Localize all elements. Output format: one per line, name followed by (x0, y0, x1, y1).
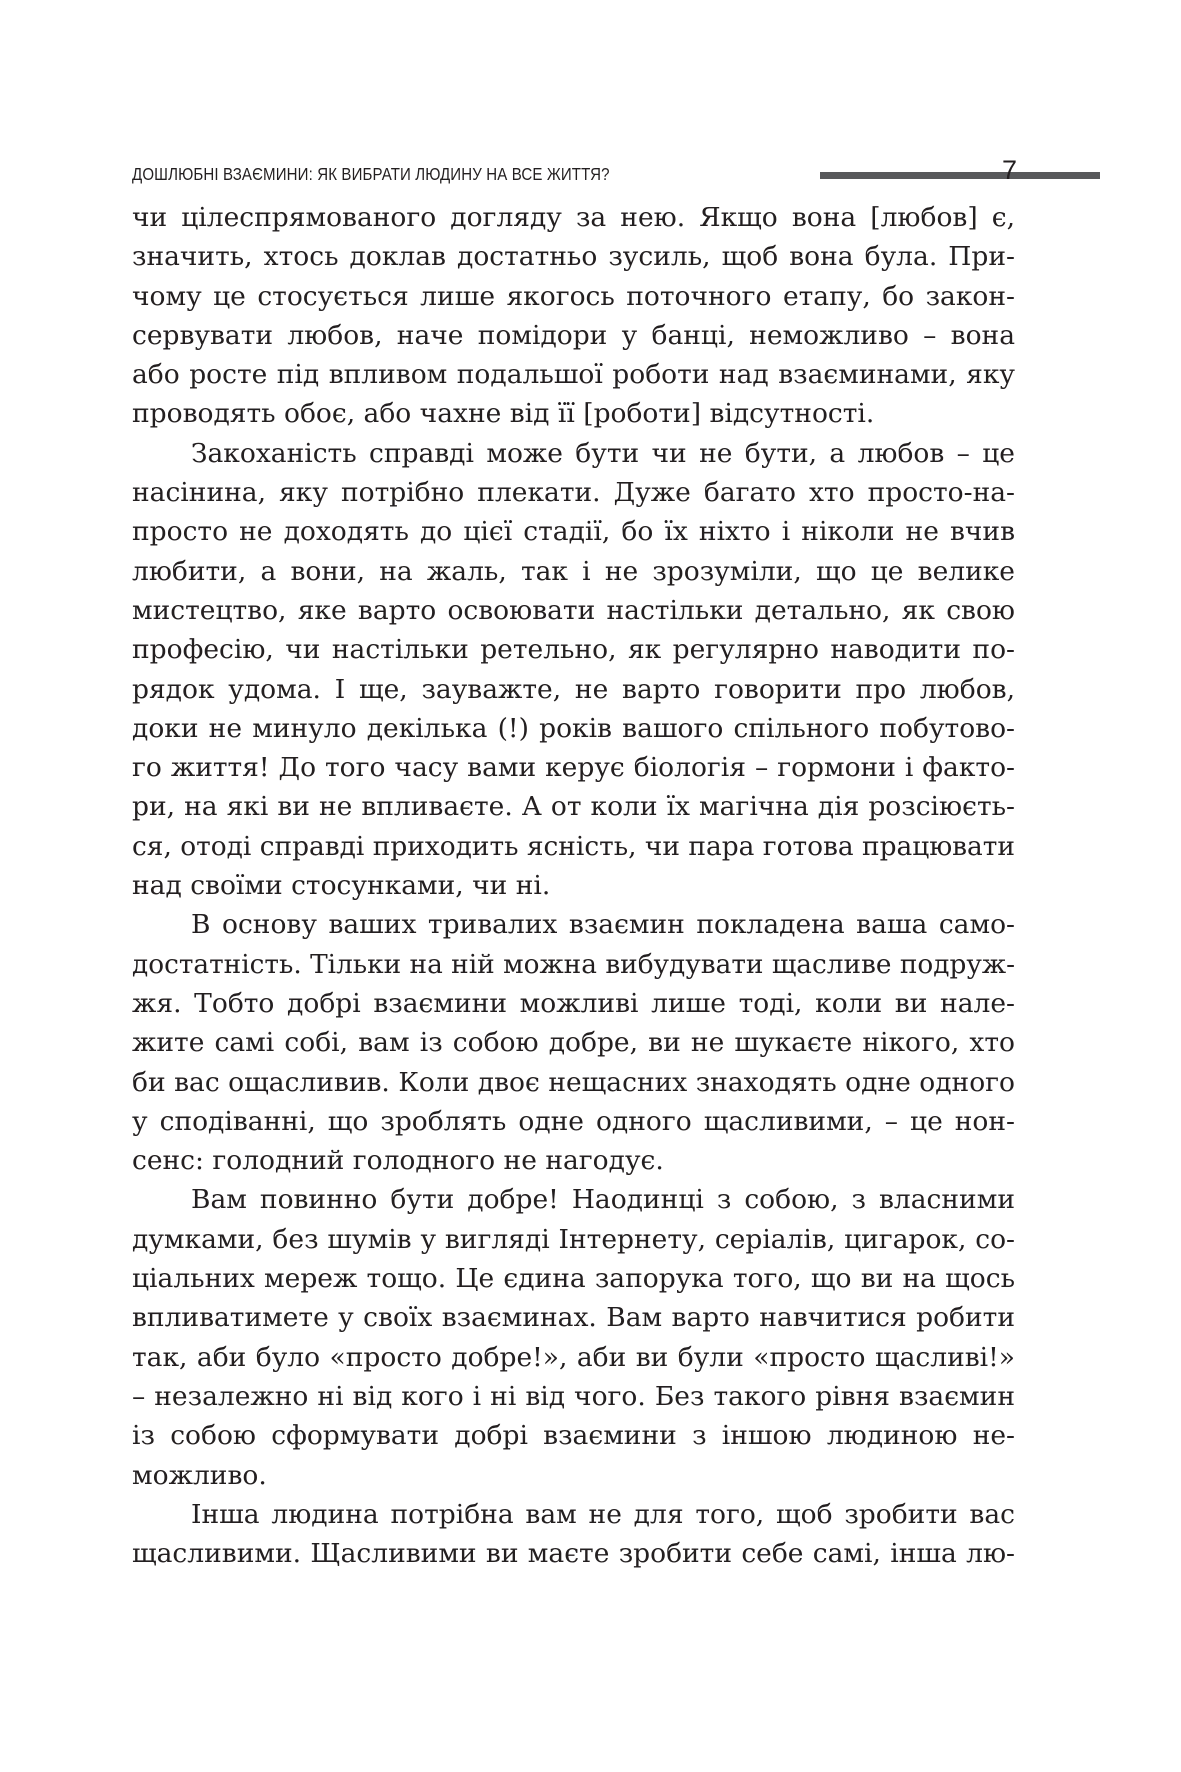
text-line: ри, на які ви не впливаєте. А от коли їх магічна дія розсіюєть- (132, 791, 1015, 823)
running-header-title: ДОШЛЮБНІ ВЗАЄМИНИ: ЯК ВИБРАТИ ЛЮДИНУ НА ВСЕ ЖИТТЯ? (132, 163, 610, 184)
text-line: жя. Тобто добрі взаємини можливі лише тоді, коли ви нале- (132, 987, 1015, 1019)
text-line: сенс: голодний голодного не нагодує. (132, 1145, 664, 1177)
text-line: Вам повинно бути добре! Наодинці з собою, з власними (191, 1184, 1015, 1216)
text-line: просто не доходять до цієї стадії, бо їх ніхто і ніколи не вчив (132, 516, 1015, 548)
running-header (132, 150, 1017, 190)
text-line: ся, отоді справді приходить ясність, чи пара готова працювати (132, 830, 1015, 862)
text-line: щасливими. Щасливими ви маєте зробити себе самі, інша лю- (132, 1538, 1015, 1570)
text-line: доки не минуло декілька (!) років вашого спільного побутово- (132, 712, 1015, 744)
text-line: або росте під впливом подальшої роботи над взаєминами, яку (132, 359, 1015, 391)
text-line: професію, чи настільки ретельно, як регулярно наводити по- (132, 634, 1015, 666)
text-line: – незалежно ні від кого і ні від чого. Без такого рівня взаємин (132, 1380, 1015, 1412)
text-line: насінина, яку потрібно плекати. Дуже багато хто просто-на- (132, 477, 1015, 509)
text-line: ціальних мереж тощо. Це єдина запорука того, що ви на щось (132, 1263, 1015, 1295)
text-line: Закоханість справді може бути чи не бути, а любов – це (191, 437, 1015, 469)
text-line: мистецтво, яке варто освоювати настільки детально, як свою (132, 594, 1015, 626)
text-line: можливо. (132, 1459, 267, 1491)
text-line: сервувати любов, наче помідори у банці, неможливо – вона (132, 319, 1015, 351)
text-line: В основу ваших тривалих взаємин покладена ваша само- (191, 909, 1015, 941)
text-line: би вас ощасливив. Коли двоє нещасних знаходять одне одного (132, 1066, 1015, 1098)
text-line: значить, хтось доклав достатньо зусиль, щоб вона була. При- (132, 241, 1015, 273)
text-line: любити, а вони, на жаль, так і не зрозуміли, що це велике (132, 555, 1015, 587)
text-line: жите самі собі, вам із собою добре, ви не шукаєте нікого, хто (132, 1027, 1015, 1059)
text-line: із собою сформувати добрі взаємини з іншою людиною не- (132, 1420, 1015, 1452)
text-line: у сподіванні, що зроблять одне одного щасливими, – це нон- (132, 1105, 1015, 1137)
text-line: достатність. Тільки на ній можна вибудувати щасливе подруж- (132, 948, 1015, 980)
text-line: думками, без шумів у вигляді Інтернету, серіалів, цигарок, со- (132, 1223, 1015, 1255)
page-number: 7 (1001, 155, 1017, 185)
body-text (132, 198, 1015, 1573)
text-line: так, аби було «просто добре!», аби ви були «просто щасливі!» (132, 1341, 1015, 1373)
text-line: го життя! До того часу вами керує біологія – гормони і факто- (132, 752, 1015, 784)
text-line: впливатимете у своїх взаєминах. Вам варто навчитися робити (132, 1302, 1015, 1334)
text-line: Інша людина потрібна вам не для того, щоб зробити вас (191, 1498, 1015, 1530)
header-rule (820, 172, 1100, 179)
text-line: над своїми стосунками, чи ні. (132, 870, 551, 902)
text-line: чому це стосується лише якогось поточного етапу, бо закон- (132, 280, 1015, 312)
text-line: проводять обоє, або чахне від її [роботи] відсутності. (132, 398, 875, 430)
text-line: чи цілеспрямованого догляду за нею. Якщо вона [любов] є, (132, 202, 1015, 233)
text-line: рядок удома. І ще, зауважте, не варто говорити про любов, (132, 673, 1015, 705)
